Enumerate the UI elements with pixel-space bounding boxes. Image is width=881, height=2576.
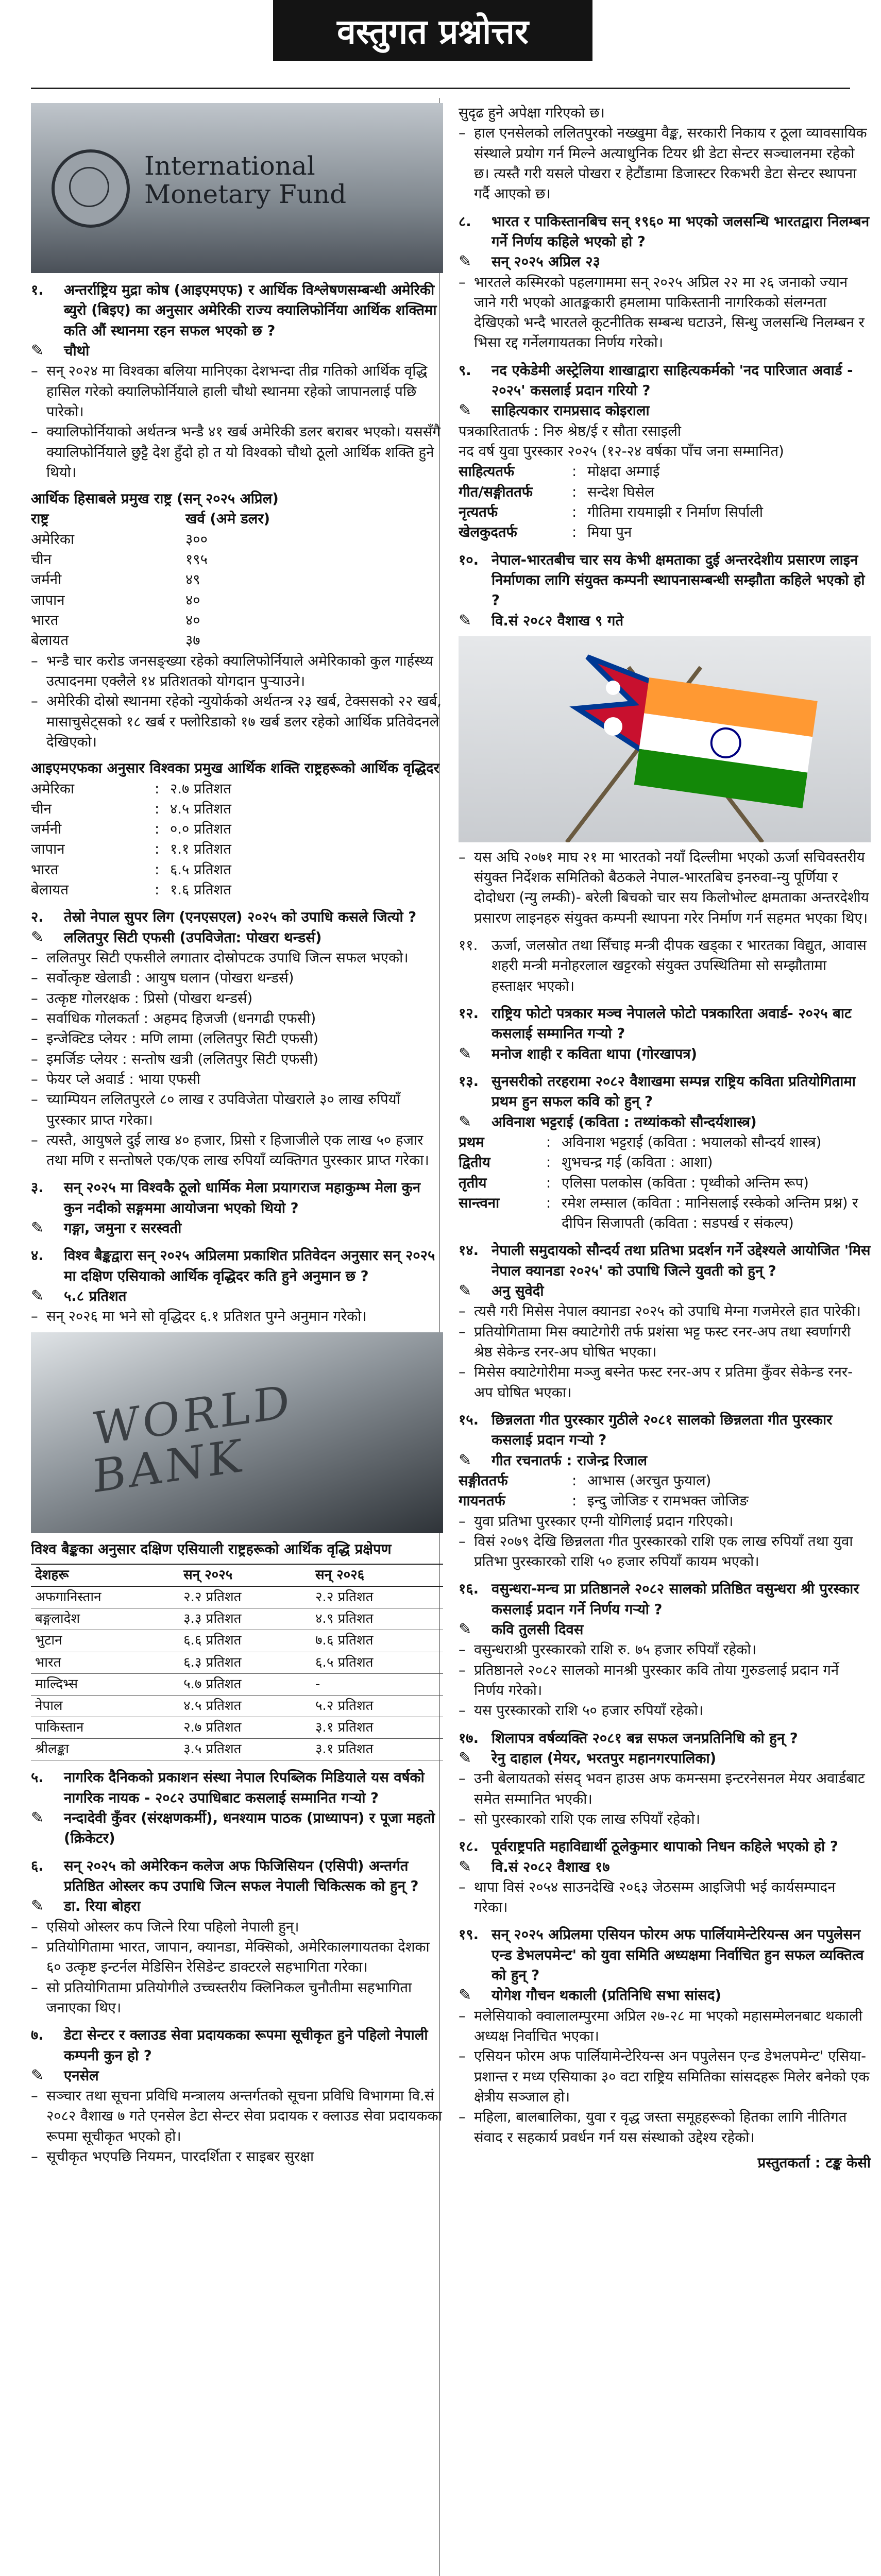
bullet: – भन्डै चार करोड जनसङ्ख्या रहेको क्यालिफोर्नियाले अमेरिकाको कुल गार्हस्थ्य उत्पादनमा एक्लैले १४ प्रतिशतको योगदान पुऱ्याउने। <box>31 652 433 689</box>
bullet: – ललितपुर सिटी एफसीले लगातार दोस्रोपटक उपाधि जित्न सफल भएको। <box>31 950 409 966</box>
bullet: – सञ्चार तथा सूचना प्रविधि मन्त्रालय अन्तर्गतको सूचना प्रविधि विभागमा वि.सं २०८२ वैशाख ७ गते एनसेल डेटा सेन्टर सेवा प्रदायक र क्लाउड सेवा प्रदायकका रूपमा सूचीकृत भएको हो। <box>31 2088 442 2145</box>
nepal-india-flags-photo <box>459 636 871 842</box>
pencil-icon: ✎ <box>459 1986 472 2005</box>
pencil-icon: ✎ <box>459 1044 472 1063</box>
pencil-icon: ✎ <box>31 2066 44 2084</box>
imf-logo-text: International Monetary Fund <box>144 151 347 209</box>
pencil-icon: ✎ <box>31 928 44 946</box>
page-title: वस्तुगत प्रश्नोत्तर <box>337 12 529 52</box>
bullet: – भारतले कस्मिरको पहलगाममा सन् २०२५ अप्रिल २२ मा २६ जनाको ज्यान जाने गरी भएको आतङ्ककारी हमलामा पाकिस्तानी नागरिकको संलग्नता देखिएको भन्दै भारतले कूटनीतिक सम्बन्ध घटाउने, सिन्धु जलसन्धि निलम्बन र भिसा रद्द गर्नेलगायतका निर्णय गरेको। <box>459 274 865 351</box>
bullet: – च्याम्पियन ललितपुरले ८० लाख र उपविजेता पोखराले ३० लाख रुपियाँ पुरस्कार प्राप्त गरेका। <box>31 1091 400 1128</box>
pencil-icon: ✎ <box>31 1287 44 1305</box>
growth-table: देशहरू सन् २०२५ सन् २०२६ अफगानिस्तान २.२ प्रतिशत २.२ प्रतिशत बङ्गलादेश ३.३ प्रतिशत ४.९ प्रतिशत भुटान ६.६ प्रतिशत ७.६ प्रतिशत भारत ६.३ प्रतिशत ६.५ प्रतिशत माल्दिभ्स ५.७ प्रतिशत - नेपाल ४.५ प्रतिशत ५.२ प्रतिशत पाकिस्तान २.७ प्रतिशत ३.१ प्रतिशत श्रीलङ्का ३.५ प्रतिशत ३.१ प्रतिशत <box>31 1564 443 1761</box>
question-15: १५. छिन्नलता गीत पुरस्कार गुठीले २०८१ सालको छिन्नलता गीत पुरस्कार कसलाई प्रदान गऱ्यो ? <box>459 1411 833 1449</box>
imf-photo <box>31 103 443 273</box>
bullet: – सन् २०२६ मा भने सो वृद्धिदर ६.१ प्रतिशत पुग्ने अनुमान गरेको। <box>31 1308 367 1325</box>
bullet: – त्यस्तै, आयुषले दुई लाख ४० हजार, प्रिसो र हिजाजीले एक लाख ५० हजार तथा मणि र सन्तोषले एक/एक लाख रुपियाँ व्यक्तिगत पुरस्कार प्राप्त गरेका। <box>31 1131 429 1169</box>
answer-13: ✎ अविनाश भट्टराई (कविता : तथ्यांकको सौन्दर्यशास्त्र) <box>459 1112 871 1132</box>
answer-19: ✎ योगेश गौचन थकाली (प्रतिनिधि सभा सांसद) <box>459 1986 871 2006</box>
table-row: चीन १९५ <box>31 551 208 568</box>
award-row: तृतीय : एलिसा पलकोस (कविता : पृथ्वीको अन्तिम रूप) <box>459 1174 809 1191</box>
bullet: – मलेसियाको क्वालालम्पुरमा अप्रिल २७-२८ मा भएको महासम्मेलनबाट थकाली अध्यक्ष निर्वाचित भएका। <box>459 2007 862 2044</box>
question-11: ११. ऊर्जा, जलस्रोत तथा सिँचाइ मन्त्री दीपक खड्का र भारतका विद्युत, आवास शहरी मन्त्री मनोहरलाल खट्टरको संयुक्त उपस्थितिमा सो सम्झौतामा हस्ताक्षर भएको। <box>459 937 867 994</box>
question-18: १८. पूर्वराष्ट्रपति महाविद्यार्थी ठूलेकुमार थापाको निधन कहिले भएको हो ? <box>459 1838 838 1855</box>
award-row: गायनतर्फ : इन्दु जोजिङ र रामभक्त जोजिङ <box>459 1493 749 1510</box>
pencil-icon: ✎ <box>459 1749 472 1767</box>
bullet: – थापा विसं २०५४ साउनदेखि २०६३ जेठसम्म आइजिपी भई कार्यसम्पादन गरेका। <box>459 1878 836 1916</box>
question-14: १४. नेपाली समुदायको सौन्दर्य तथा प्रतिभा प्रदर्शन गर्ने उद्देश्यले आयोजित 'मिस नेपाल क्यानडा २०२५' को उपाधि जित्ने युवती को हुन् ? <box>459 1242 871 1279</box>
table-row: जर्मनी ४९ <box>31 571 200 588</box>
bullet: – त्यसै गरी मिसेस नेपाल क्यानडा २०२५ को उपाधि मेग्ना गजमेरले हात पारेकी। <box>459 1303 861 1320</box>
answer-5: ✎ नन्दादेवी कुँवर (संरक्षणकर्मी), धनश्याम पाठक (प्राध्यापन) र पूजा महतो (क्रिकेटर) <box>31 1808 443 1849</box>
pencil-icon: ✎ <box>459 1282 472 1300</box>
bullet: – इन्जेक्टिड प्लेयर : मणि लामा (ललितपुर सिटी एफसी) <box>31 1030 319 1047</box>
question-19: १९. सन् २०२५ अप्रिलमा एसियन फोरम अफ पार्लियामेन्टेरियन्स अन पपुलेसन एन्ड डेभलपमेन्ट' को युवा समिति अध्यक्षमा निर्वाचित हुन सफल व्यक्तित्व को हुन् ? <box>459 1926 864 1984</box>
text-line: पत्रकारितातर्फ : निरु श्रेष्ठ/ई र सौता रसाइली <box>459 422 682 439</box>
answer-6: ✎ डा. रिया बोहरा <box>31 1896 443 1917</box>
table-row: बेलायत ३७ <box>31 632 200 649</box>
award-row: द्वितीय : शुभचन्द्र गई (कविता : आशा) <box>459 1154 713 1171</box>
award-row: खेलकुदतर्फ : मिया पुन <box>459 524 632 541</box>
bullet: – यस पुरस्कारको राशि ५० हजार रुपियाँ रहेको। <box>459 1702 704 1719</box>
text-line: नद वर्ष युवा पुरस्कार २०२५ (१२-२४ वर्षका पाँच जना सम्मानित) <box>459 443 784 460</box>
top-rule <box>31 88 850 89</box>
bullet: – अमेरिकी दोस्रो स्थानमा रहेको न्युयोर्कको अर्थतन्त्र २३ खर्ब, टेक्ससको २२ खर्ब, मासाचुसेट्सको १८ खर्ब र फ्लोरिडाको १७ खर्ब डलर रहेको आर्थिक प्रतिवेदनले देखिएको। <box>31 693 442 750</box>
bullet: – मिसेस क्याटेगोरीमा मञ्जु बस्नेत फस्ट रनर-अप र प्रतिमा कुँवर सेकेन्ड रनर-अप घोषित भएका। <box>459 1364 853 1401</box>
pencil-icon: ✎ <box>459 252 472 271</box>
table-row: माल्दिभ्स ५.७ प्रतिशत - <box>31 1673 443 1695</box>
answer-3: ✎ गङ्गा, जमुना र सरस्वती <box>31 1218 443 1239</box>
bullet: – यस अघि २०७१ माघ २१ मा भारतको नयाँ दिल्लीमा भएको ऊर्जा सचिवस्तरीय संयुक्त निर्देशक समितिको बैठकले नेपाल-भारतबिच इनरुवा-न्यु पूर्णिया र दोदोधरा (न्यु लम्की)- बरेली बिचको चार सय किलोभोल्ट क्षमताका अन्तरदेशीय प्रसारण लाइनहरु संयुक्त कम्पनी स्थापना गरेर निर्माण गर्न सहमत भएका थिए। <box>459 849 869 926</box>
table-row: भारत ४० <box>31 612 200 629</box>
growth-row: अमेरिका : २.७ प्रतिशत <box>31 780 231 797</box>
growth-row: जर्मनी : ०.० प्रतिशत <box>31 821 231 838</box>
pencil-icon: ✎ <box>459 1620 472 1639</box>
bullet: – वसुन्धराश्री पुरस्कारको राशि रु. ७५ हजार रुपियाँ रहेको। <box>459 1641 756 1658</box>
table-row: जापान ४० <box>31 591 200 608</box>
bullet: – प्रतियोगितामा मिस क्याटेगोरी तर्फ प्रशंसा भट्ट फस्ट रनर-अप तथा स्वर्णागरी श्रेष्ठ सेकेन्ड रनर-अप घोषित भएका। <box>459 1323 851 1360</box>
bullet: – प्रतियोगितामा भारत, जापान, क्यानडा, मेक्सिको, अमेरिकालगायतका देशका ६० उत्कृष्ट इन्टर्नल मेडिसिन रेसिडेन्ट डाक्टरले सहभागिता गरेका। <box>31 1938 430 1976</box>
question-5: ५. नागरिक दैनिकको प्रकाशन संस्था नेपाल रिपब्लिक मिडियाले यस वर्षको नागरिक नायक - २०८२ उपाधिबाट कसलाई सम्मानित गऱ्यो ? <box>31 1769 425 1806</box>
growth-title: आइएमएफका अनुसार विश्वका प्रमुख आर्थिक शक्ति राष्ट्रहरूको आर्थिक वृद्धिदर <box>31 760 439 777</box>
award-row: सङ्गीततर्फ : आभास (अरचुत फुयाल) <box>459 1472 711 1489</box>
bullet: – महिला, बालबालिका, युवा र वृद्ध जस्ता समूहहरूको हितका लागि नीतिगत संवाद र सहकार्य प्रवर्धन गर्न यस संस्थाको उद्देश्य रहेको। <box>459 2109 847 2146</box>
answer-18: ✎ वि.सं २०८२ वैशाख १७ <box>459 1857 871 1877</box>
pencil-icon: ✎ <box>459 1112 472 1131</box>
table-row: श्रीलङ्का ३.५ प्रतिशत ३.१ प्रतिशत <box>31 1739 443 1760</box>
award-row: साहित्यतर्फ : मोक्षदा अम्गाई <box>459 463 660 480</box>
page-header <box>273 0 592 61</box>
award-row: गीत/सङ्गीततर्फ : सन्देश घिसेल <box>459 483 654 500</box>
table-title: आर्थिक हिसाबले प्रमुख राष्ट्र (सन् २०२५ अप्रिल) <box>31 490 279 507</box>
pencil-icon: ✎ <box>459 1857 472 1876</box>
question-4: ४. विश्व बैङ्कद्वारा सन् २०२५ अप्रिलमा प्रकाशित प्रतिवेदन अनुसार सन् २०२५ मा दक्षिण एसियाको आर्थिक वृद्धिदर कति हुने अनुमान छ ? <box>31 1247 435 1284</box>
bullet: – एसियो ओस्लर कप जित्ने रिया पहिलो नेपाली हुन्। <box>31 1918 299 1935</box>
table-row: अमेरिका ३०० <box>31 531 208 548</box>
imf-seal-icon <box>52 149 130 228</box>
world-bank-photo <box>31 1332 443 1533</box>
growth-row: बेलायत : १.६ प्रतिशत <box>31 882 231 899</box>
growth-row: जापान : १.१ प्रतिशत <box>31 841 231 858</box>
bullet: – एसियन फोरम अफ पार्लियामेन्टेरियन्स अन पपुलेसन एन्ड डेभलपमेन्ट' एसिया-प्रशान्त र मध्य एसियाका ३० वटा राष्ट्रिय समितिका सांसदहरू मिलेर बनेको एक क्षेत्रीय सञ्जाल हो। <box>459 2048 870 2105</box>
pencil-icon: ✎ <box>459 1451 472 1469</box>
bullet: – फेयर प्ले अवार्ड : भाया एफसी <box>31 1071 200 1088</box>
table-row: पाकिस्तान २.७ प्रतिशत ३.१ प्रतिशत <box>31 1717 443 1739</box>
answer-10: ✎ वि.सं २०८२ वैशाख ९ गते <box>459 611 871 631</box>
growth-row: भारत : ६.५ प्रतिशत <box>31 861 231 878</box>
table-row: नेपाल ४.५ प्रतिशत ५.२ प्रतिशत <box>31 1695 443 1717</box>
award-row: सान्त्वना : रमेश लम्साल (कविता : मानिसलाई रस्केको अन्तिम प्रश्न) र दीपिन सिजापती (कविता : सडपर्ख र संकल्प) <box>459 1194 858 1232</box>
question-2: २. तेस्रो नेपाल सुपर लिग (एनएसएल) २०२५ को उपाधि कसले जित्यो ? <box>31 909 417 926</box>
answer-17: ✎ रेनु दाहाल (मेयर, भरतपुर महानगरपालिका) <box>459 1749 871 1769</box>
continued-text: सुदृढ हुने अपेक्षा गरिएको छ। <box>459 105 605 121</box>
answer-12: ✎ मनोज शाही र कविता थापा (गोरखापत्र) <box>459 1044 871 1064</box>
award-row: नृत्यतर्फ : गीतिमा रायमाझी र निर्माण सिर्पाली <box>459 503 764 520</box>
pencil-icon: ✎ <box>31 1809 44 1827</box>
bullet: – युवा प्रतिभा पुरस्कार एग्नी योगिलाई प्रदान गरिएको। <box>459 1513 734 1530</box>
answer-14: ✎ अनु सुवेदी <box>459 1281 871 1301</box>
growth-row: चीन : ४.५ प्रतिशत <box>31 800 231 817</box>
answer-16: ✎ कवि तुलसी दिवस <box>459 1620 871 1640</box>
bullet: – सो प्रतियोगितामा प्रतियोगीले उच्चस्तरीय क्लिनिकल चुनौतीमा सहभागिता जनाएका थिए। <box>31 1979 412 2016</box>
table-title: विश्व बैङ्कका अनुसार दक्षिण एसियाली राष्ट्रहरूको आर्थिक वृद्धि प्रक्षेपण <box>31 1540 392 1557</box>
pencil-icon: ✎ <box>459 401 472 420</box>
question-16: १६. वसुन्धरा-मन्च प्रा प्रतिष्ठानले २०८२ सालको प्रतिष्ठित वसुन्धरा श्री पुरस्कार कसलाई प्रदान गर्ने निर्णय गऱ्यो ? <box>459 1581 859 1618</box>
table-row: भुटान ६.६ प्रतिशत ७.६ प्रतिशत <box>31 1630 443 1652</box>
question-3: ३. सन् २०२५ मा विश्वकै ठूलो धार्मिक मेला प्रयागराज महाकुम्भ मेला कुन कुन नदीको सङ्गममा आयोजना भएको थियो ? <box>31 1179 420 1216</box>
bullet: – क्यालिफोर्नियाको अर्थतन्त्र भन्डै ४१ खर्ब अमेरिकी डलर बराबर भएको। यससँगै क्यालिफोर्नियाले छुट्टै देश हुँदो हो त यो विश्वको चौथो ठूलो आर्थिक शक्ति हुने थियो। <box>31 423 440 481</box>
bullet: – प्रतिष्ठानले २०८२ सालको मानश्री पुरस्कार कवि तोया गुरुङलाई प्रदान गर्ने निर्णय गरेको। <box>459 1662 839 1699</box>
award-row: प्रथम : अविनाश भट्टराई (कविता : भयालको सौन्दर्य शास्त्र) <box>459 1133 822 1150</box>
answer-2: ✎ ललितपुर सिटी एफसी (उपविजेता: पोखरा थन्डर्स) <box>31 928 443 948</box>
answer-1: ✎ चौथो <box>31 341 443 361</box>
question-10: १०. नेपाल-भारतबीच चार सय केभी क्षमताका दुई अन्तरदेशीय प्रसारण लाइन निर्माणका लागि संयुक्त कम्पनी स्थापनासम्बन्धी सम्झौता कहिले भएको हो ? <box>459 551 865 609</box>
flags-illustration <box>459 636 871 842</box>
table-row: अफगानिस्तान २.२ प्रतिशत २.२ प्रतिशत <box>31 1586 443 1608</box>
bullet: – उनी बेलायतको संसद् भवन हाउस अफ कमन्समा इन्टरनेसनल मेयर अवार्डबाट समेत सम्मानित भएकी। <box>459 1770 865 1807</box>
bullet: – सन् २०२४ मा विश्वका बलिया मानिएका देशभन्दा तीव्र गतिको आर्थिक वृद्धि हासिल गरेको क्यालिफोर्नियाले हाली चौथो स्थानमा रहेको जापानलाई पछि पारेको। <box>31 363 428 420</box>
answer-15: ✎ गीत रचनातर्फ : राजेन्द्र रिजाल <box>459 1451 871 1471</box>
question-12: १२. राष्ट्रिय फोटो पत्रकार मञ्च नेपालले फोटो पत्रकारिता अवार्ड- २०२५ बाट कसलाई सम्मानित गऱ्यो ? <box>459 1005 852 1042</box>
bullet: – हाल एनसेलको ललितपुरको नख्खुमा वैङ्क, सरकारी निकाय र ठूला व्यावसायिक संस्थाले प्रयोग गर्न मिल्ने अत्याधुनिक टियर थ्री डेटा सेन्टर सञ्चालनमा रहेको छ। त्यस्तै गरी यसले पोखरा र हेटौंडामा डिजास्टर रिकभरी डेटा सेन्टर स्थापना गर्दै आएको छ। <box>459 125 867 202</box>
bullet: – उत्कृष्ट गोलरक्षक : प्रिसो (पोखरा थन्डर्स) <box>31 990 253 1007</box>
answer-4: ✎ ५.८ प्रतिशत <box>31 1286 443 1307</box>
table-header: राष्ट्र खर्व (अमे डलर) <box>31 511 270 528</box>
answer-8: ✎ सन् २०२५ अप्रिल २३ <box>459 252 871 272</box>
right-column <box>459 103 871 2576</box>
question-1: १. अन्तर्राष्ट्रिय मुद्रा कोष (आइएमएफ) र आर्थिक विश्लेषणसम्बन्धी अमेरिकी ब्युरो (बिइए) का अनुसार अमेरिकी राज्य क्यालिफोर्निया आर्थिक शक्तिमा कति औं स्थानमा रहन सफल भएको छ ? <box>31 282 437 339</box>
question-7: ७. डेटा सेन्टर र क्लाउड सेवा प्रदायकका रूपमा सूचीकृत हुने पहिलो नेपाली कम्पनी कुन हो ? <box>31 2027 428 2064</box>
question-9: ९. नद एकेडेमी अस्ट्रेलिया शाखाद्वारा साहित्यकर्मको 'नद पारिजात अवार्ड - २०२५' कसलाई प्रदान गरियो ? <box>459 362 853 399</box>
pencil-icon: ✎ <box>31 341 44 360</box>
answer-7: ✎ एनसेल <box>31 2066 443 2086</box>
question-13: १३. सुनसरीको तरहरामा २०८२ वैशाखमा सम्पन्न राष्ट्रिय कविता प्रतियोगितामा प्रथम हुन सफल कवि को हुन् ? <box>459 1073 856 1110</box>
bullet: – सूचीकृत भएपछि नियमन, पारदर्शिता र साइबर सुरक्षा <box>31 2148 314 2165</box>
table-row: भारत ६.३ प्रतिशत ६.५ प्रतिशत <box>31 1652 443 1673</box>
world-bank-logo-text: WORLD BANK <box>93 1374 293 1503</box>
table-row: बङ्गलादेश ३.३ प्रतिशत ४.९ प्रतिशत <box>31 1608 443 1630</box>
pencil-icon: ✎ <box>31 1897 44 1916</box>
question-17: १७. शिलापत्र वर्षव्यक्ति २०८१ बन्न सफल जनप्रतिनिधि को हुन् ? <box>459 1730 798 1747</box>
left-column <box>31 103 443 2576</box>
bullet: – इमर्जिङ प्लेयर : सन्तोष खत्री (ललितपुर सिटी एफसी) <box>31 1050 319 1067</box>
bullet: – सर्वोत्कृष्ट खेलाडी : आयुष घलान (पोखरा थन्डर्स) <box>31 970 294 987</box>
bullet: – सो पुरस्कारको राशि एक लाख रुपियाँ रहेको। <box>459 1810 701 1827</box>
pencil-icon: ✎ <box>459 611 472 630</box>
bullet: – सर्वाधिक गोलकर्ता : अहमद हिजजी (धनगढी एफसी) <box>31 1010 316 1027</box>
pencil-icon: ✎ <box>31 1219 44 1238</box>
question-8: ८. भारत र पाकिस्तानबिच सन् १९६० मा भएको जलसन्धि भारतद्वारा निलम्बन गर्ने निर्णय कहिले भएको हो ? <box>459 213 870 250</box>
bullet: – विसं २०७९ देखि छिन्नलता गीत पुरस्कारको राशि एक लाख रुपियाँ तथा युवा प्रतिभा पुरस्कारको राशि ५० हजार रुपियाँ कायम भएको। <box>459 1533 853 1570</box>
answer-9: ✎ साहित्यकार रामप्रसाद कोइराला <box>459 401 871 421</box>
author-signature: प्रस्तुतकर्ता : टङ्क केसी <box>757 2154 871 2171</box>
question-6: ६. सन् २०२५ को अमेरिकन कलेज अफ फिजिसियन (एसिपी) अन्तर्गत प्रतिष्ठित ओस्लर कप उपाधि जित्न सफल नेपाली चिकित्सक को हुन् ? <box>31 1857 419 1895</box>
